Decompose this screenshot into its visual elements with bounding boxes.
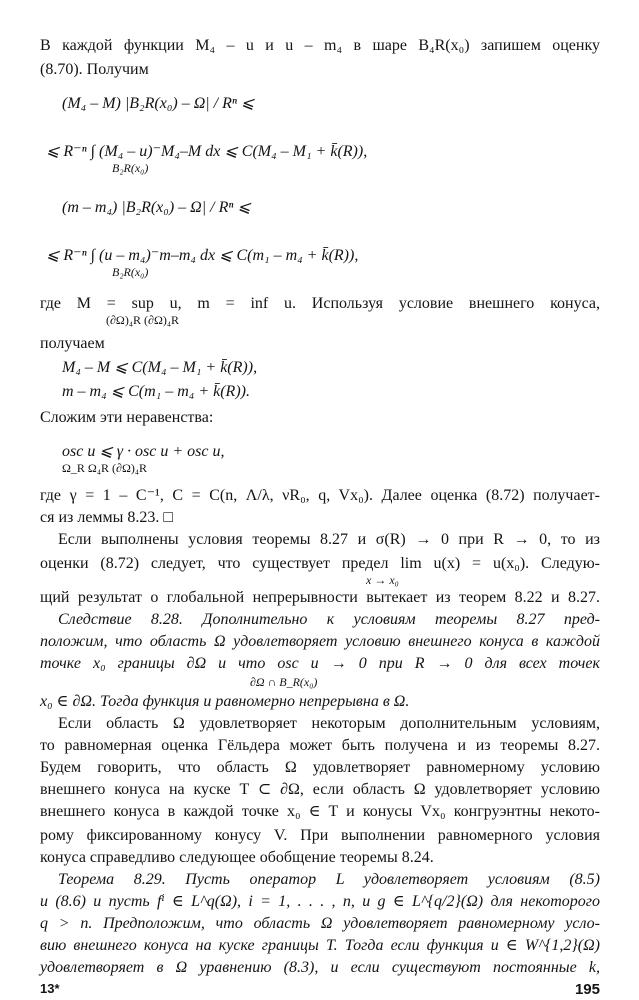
formula-subscript: (∂Ω)₄R (∂Ω)₄R [106, 313, 180, 327]
text-line: получаем [40, 335, 105, 352]
text-line: то равномерная оценка Гёльдера может быть получена и из теоремы 8.27. [40, 737, 600, 754]
text-line: оценки (8.72) следует, что существует предел lim u(x) = u(x₀). Следую- [40, 555, 600, 572]
formula-line: (m – m₄) |B₂R(x₀) – Ω| / Rⁿ ⩽ [62, 199, 251, 216]
theorem-heading-line: Теорема 8.29. Пусть оператор L удовлетворяет условиям (8.5) [58, 871, 600, 888]
text-line: (8.70). Получим [40, 61, 149, 78]
formula-line: ⩽ R⁻ⁿ ∫ (M₄ – u)⁻M₄–M dx ⩽ C(M₄ – M₁ + k̄(R)), [46, 143, 368, 160]
formula-line: ⩽ R⁻ⁿ ∫ (u – m₄)⁻m–m₄ dx ⩽ C(m₁ – m₄ + k̄(R)), [46, 247, 359, 264]
formula-line: (M₄ – M) |B₂R(x₀) – Ω| / Rⁿ ⩽ [62, 95, 255, 112]
text-line: В каждой функции M₄ – u и u – m₄ в шаре B₄R(x₀) запишем оценку [40, 37, 600, 54]
text-line: где γ = 1 – C⁻¹, C = C(n, Λ/λ, νR₀, q, Vx₀). Далее оценка (8.72) получает- [40, 487, 600, 504]
text-line: внешнего конуса в каждой точке x₀ ∈ T и конусы Vx₀ конгруэнтны некото- [40, 803, 600, 820]
text-line: x₀ ∈ ∂Ω. Тогда функция u равномерно непрерывна в Ω. [40, 693, 410, 710]
text-line: где M = sup u, m = inf u. Используя условие внешнего конуса, [40, 295, 600, 312]
page-number: 195 [574, 981, 600, 998]
formula-line: M₄ – M ⩽ C(M₄ – M₁ + k̄(R)), [62, 359, 258, 376]
text-line: q > n. Предположим, что область Ω удовлетворяет равномерному усло- [40, 915, 600, 932]
text-line: вию внешнего конуса на куске границы T. Тогда если функция u ∈ W^{1,2}(Ω) [40, 937, 600, 954]
corollary-heading-line: Следствие 8.28. Дополнительно к условиям теоремы 8.27 пред- [58, 611, 600, 628]
text-line: Будем говорить, что область Ω удовлетворяет равномерному условию [40, 759, 600, 776]
text-line: удовлетворяет в Ω уравнению (8.3), и если существуют постоянные k, [40, 959, 600, 976]
formula-subscript: ∂Ω ∩ B_R(x₀) [250, 675, 318, 689]
text-line: Если выполнены условия теоремы 8.27 и σ(R) → 0 при R → 0, то из [58, 531, 600, 548]
text-line: Если область Ω удовлетворяет некоторым дополнительным условиям, [58, 715, 600, 732]
text-line: Сложим эти неравенства: [40, 409, 214, 426]
formula-subscript: Ω_R Ω₄R (∂Ω)₄R [62, 461, 148, 475]
signature-mark: 13* [40, 981, 60, 996]
formula-line: m – m₄ ⩽ C(m₁ – m₄ + k̄(R)). [62, 383, 250, 400]
text-line: внешнего конуса на куске T ⊂ ∂Ω, если область Ω удовлетворяет условию [40, 781, 600, 798]
text-line: щий результат о глобальной непрерывности вытекает из теорем 8.22 и 8.27. [40, 589, 600, 606]
formula-subscript: B₂R(x₀) [112, 265, 149, 279]
text-line: точке x₀ границы ∂Ω и что osc u → 0 при R → 0 для всех точек [40, 655, 600, 672]
text-line: положим, что область Ω удовлетворяет условию внешнего конуса в каждой [40, 633, 600, 650]
text-line: конуса справедливо следующее обобщение теоремы 8.24. [40, 849, 434, 866]
formula-subscript: x → x₀ [366, 573, 399, 587]
formula-line: osc u ⩽ γ · osc u + osc u, [62, 443, 225, 460]
text-line: ся из леммы 8.23. □ [40, 509, 174, 526]
text-line: рому фиксированному конусу V. При выполнении равномерного условия [40, 827, 600, 844]
text-line: и (8.6) и пусть fⁱ ∈ L^q(Ω), i = 1, . . . , n, и g ∈ L^{q/2}(Ω) для некоторого [40, 893, 601, 910]
formula-subscript: B₂R(x₀) [112, 161, 149, 175]
